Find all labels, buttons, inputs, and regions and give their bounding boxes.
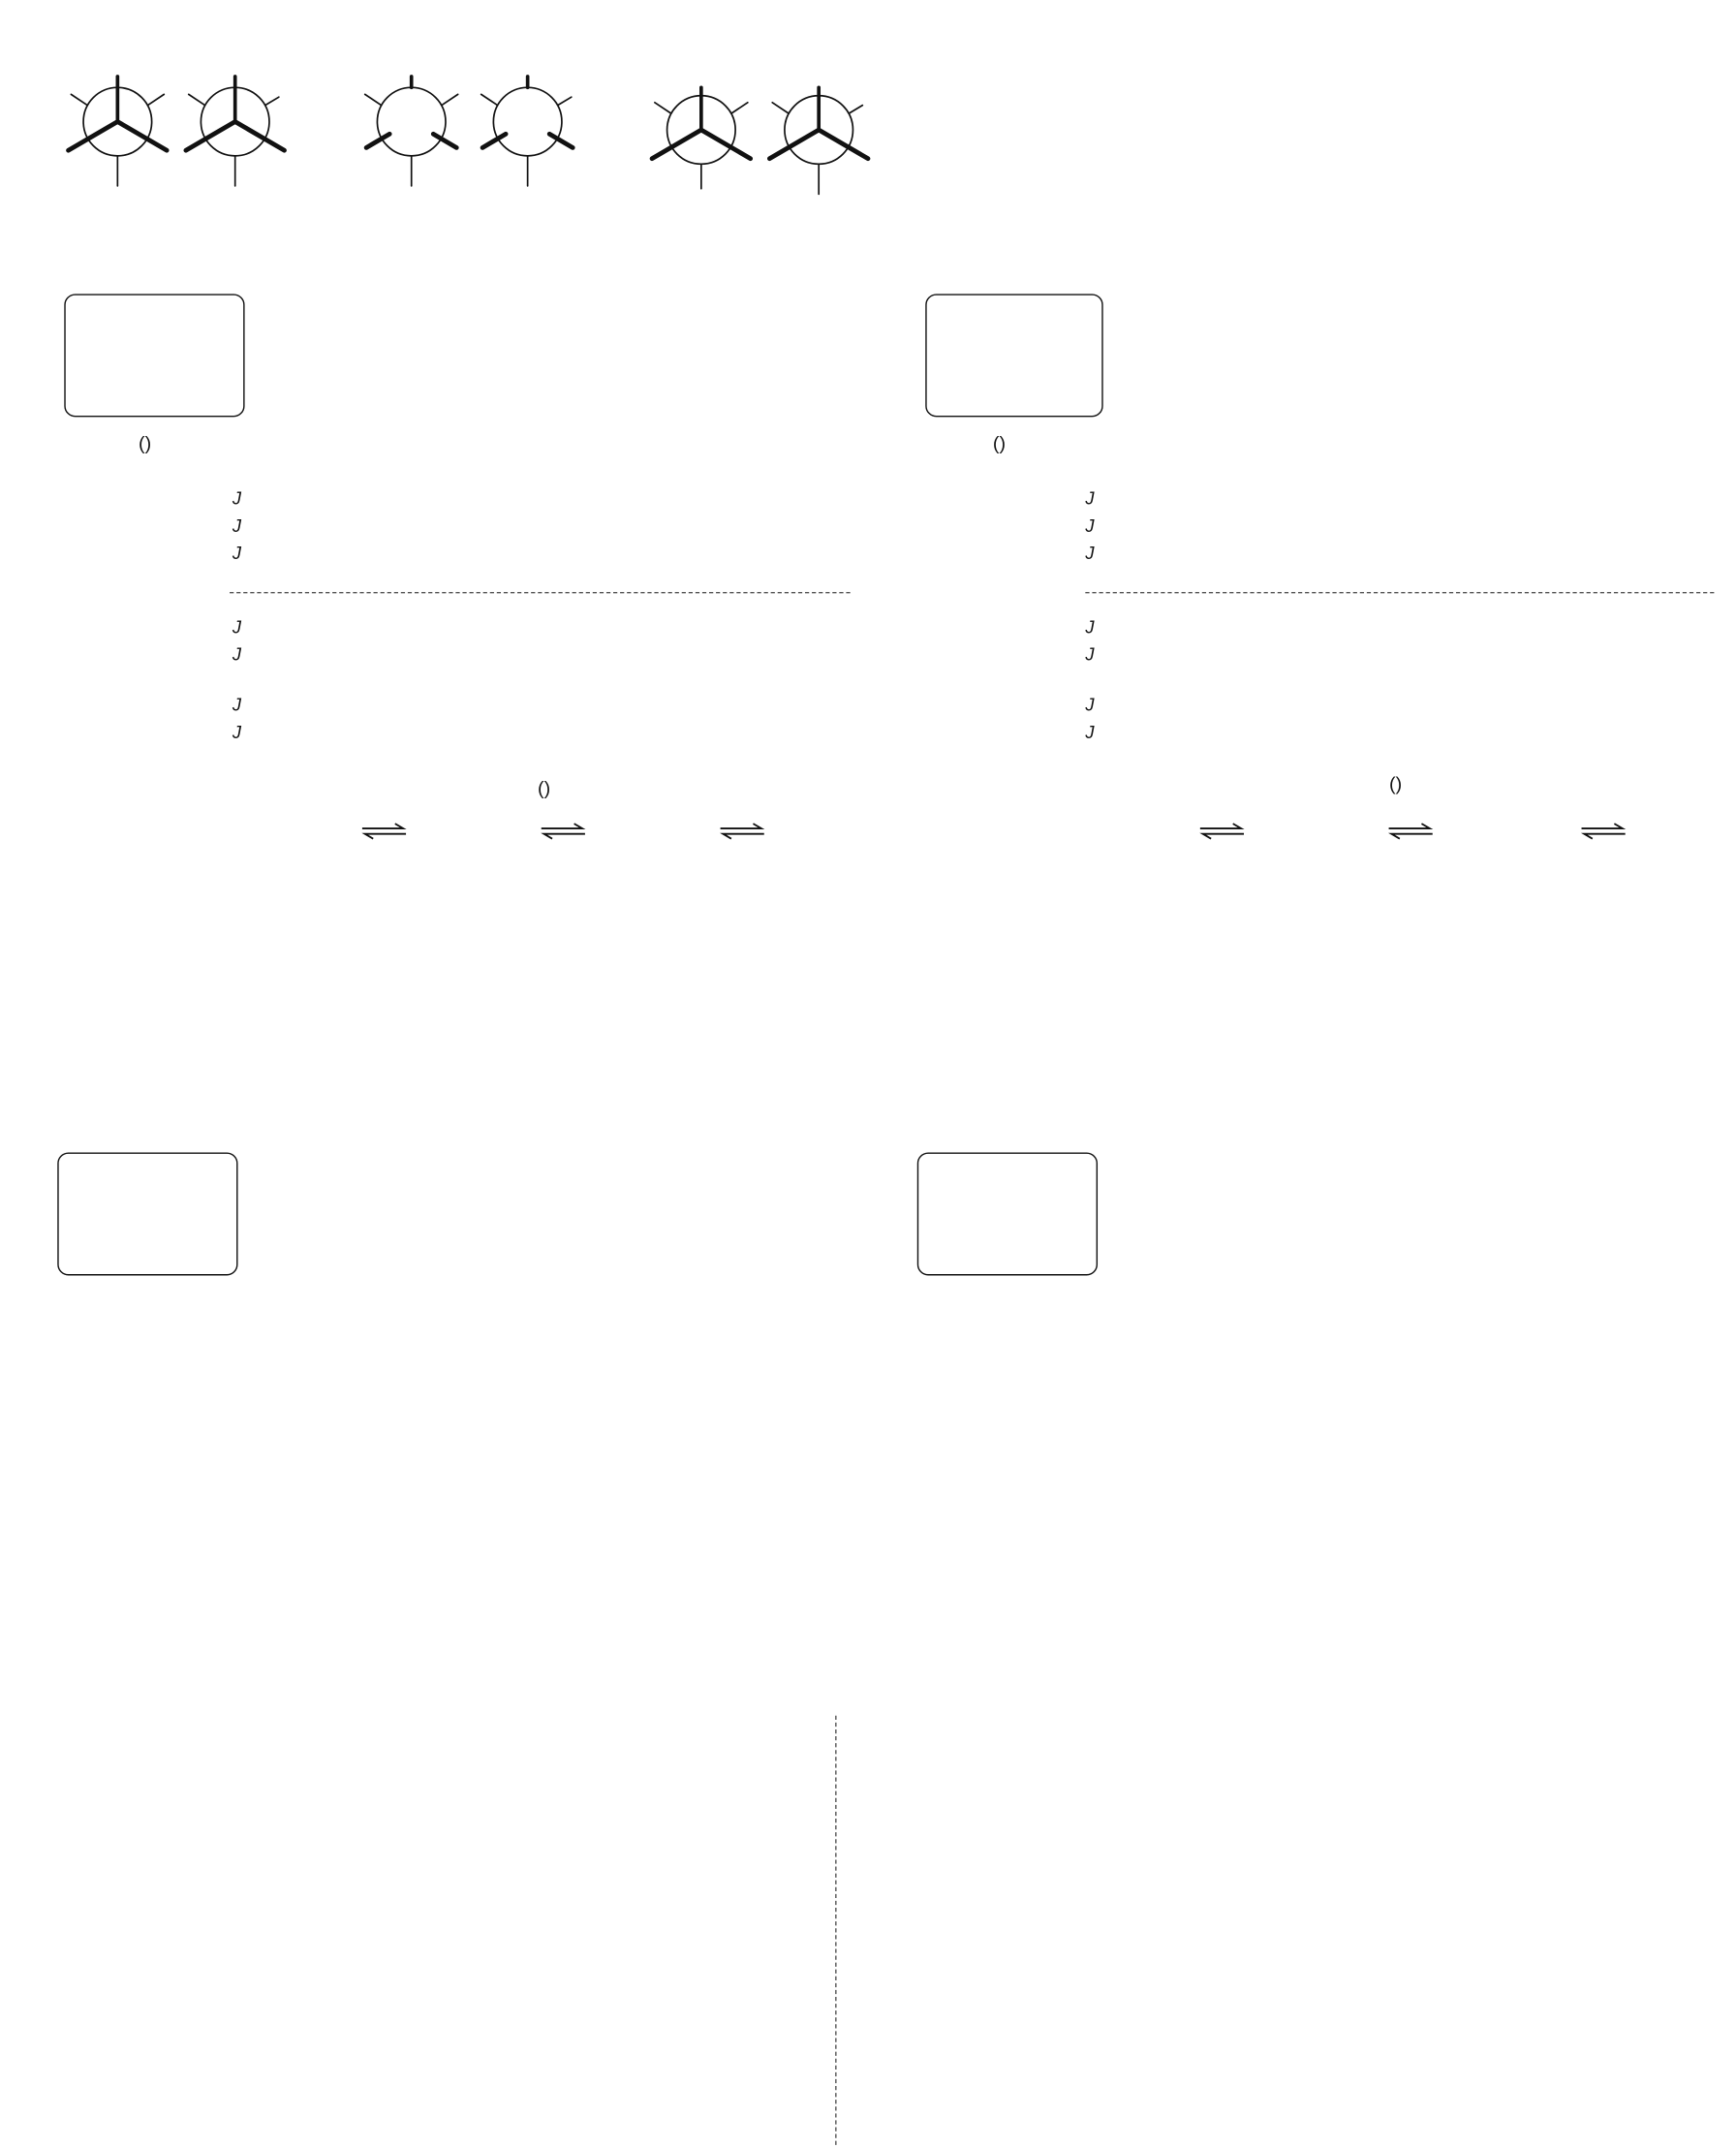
b-b3-jlabel-1: J: [1085, 722, 1095, 743]
c-b-equilibrium-0: [1191, 819, 1254, 838]
b-dash-right: [1085, 592, 1714, 593]
b-a2-jlabel-0: J: [232, 616, 242, 638]
b-b2-jlabel-1: J: [1085, 643, 1095, 665]
structure-box-c: [57, 1152, 237, 1275]
b-a-jlabel-2: J: [232, 543, 242, 564]
compound-label-b-erythro: (): [992, 431, 1007, 454]
b-b-jlabel-1: J: [1085, 514, 1095, 537]
c-b-equilibrium-2: [1572, 819, 1635, 838]
b-a3-jlabel-0: J: [232, 694, 242, 715]
c-a-equilibrium-1: [532, 819, 595, 838]
b-a2-jlabel-1: J: [232, 643, 242, 665]
b-b2-jlabel-0: J: [1085, 616, 1095, 638]
panel-a-newman-projections: [0, 0, 1736, 273]
b-a-jlabel-1: J: [232, 514, 242, 537]
c-title-a: (): [537, 776, 551, 799]
b-b3-jlabel-0: J: [1085, 694, 1095, 715]
b-b-jlabel-2: J: [1085, 543, 1095, 564]
c-title-b: (): [1389, 772, 1403, 794]
b-dash-left: [230, 592, 851, 593]
b-b-jlabel-0: J: [1085, 487, 1095, 509]
panel-e-divider: [835, 1716, 836, 2145]
structure-box-a: [64, 294, 244, 417]
structure-box-b: [925, 294, 1102, 417]
c-a-equilibrium-2: [711, 819, 774, 838]
c-b-equilibrium-1: [1380, 819, 1442, 838]
b-a3-jlabel-1: J: [232, 722, 242, 743]
c-a-equilibrium-0: [353, 819, 416, 838]
b-a-jlabel-0: J: [232, 487, 242, 509]
structure-box-d: [917, 1152, 1098, 1275]
compound-label-a-threo: (): [138, 431, 152, 454]
